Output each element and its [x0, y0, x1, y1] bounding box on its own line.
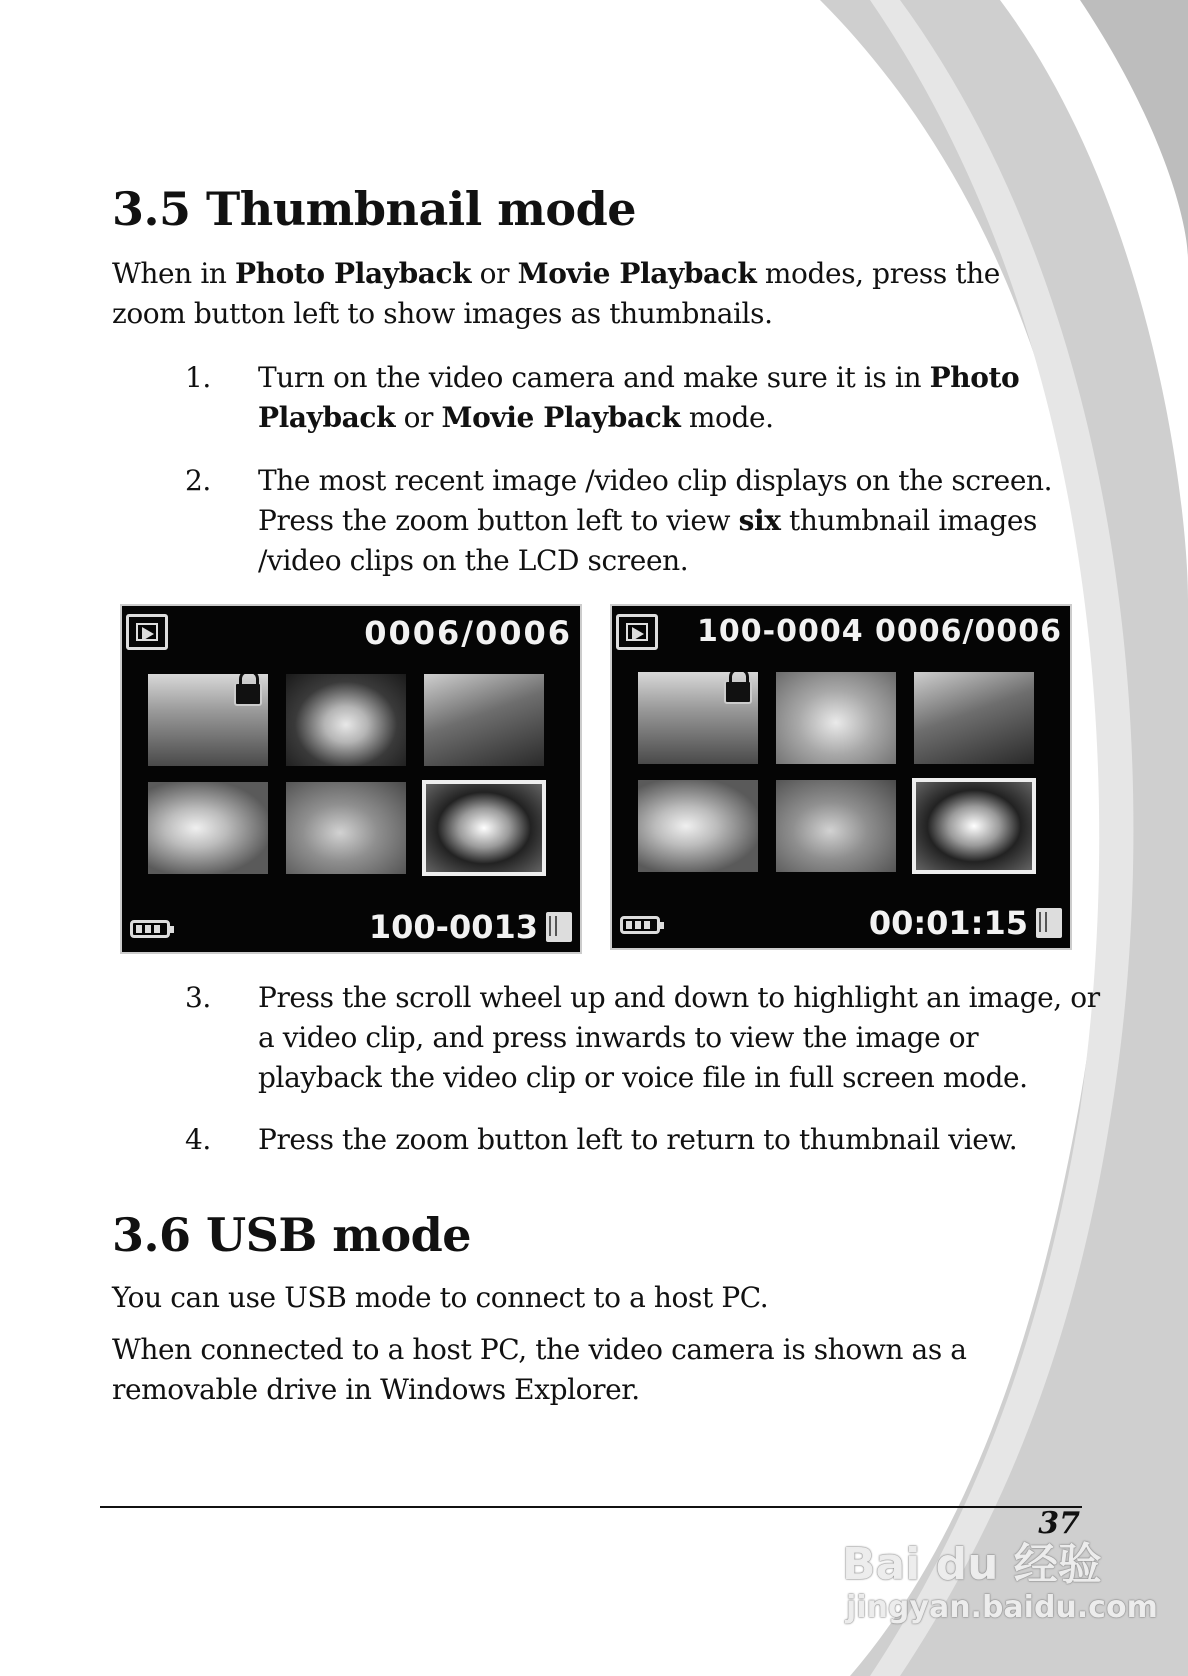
- section-heading-usb: 3.6 USB mode: [112, 1208, 472, 1262]
- usb-paragraph-1: You can use USB mode to connect to a host PC.: [112, 1281, 769, 1314]
- section-heading-thumbnail: 3.5 Thumbnail mode: [112, 182, 636, 236]
- lcd-screen-photo-thumbnails: [120, 604, 582, 954]
- file-counter: 100-0004 0006/0006: [697, 614, 1062, 649]
- battery-icon: [130, 920, 170, 938]
- thumbnail-image: [776, 780, 896, 872]
- thumbnail-voice-clip: [776, 672, 896, 764]
- file-number: 100-0013: [368, 908, 538, 946]
- sd-card-icon: [1036, 908, 1062, 938]
- step-number: 1.: [185, 361, 211, 394]
- thumbnail-image: [148, 674, 268, 766]
- footer-rule: [100, 1506, 1082, 1508]
- thumbnail-image-selected: [914, 780, 1034, 872]
- step-text: Turn on the video camera and make sure it is in Photo Playback or Movie Playback mode.: [258, 361, 1020, 434]
- thumbnail-image: [914, 672, 1034, 764]
- step-text: Press the zoom button left to return to thumbnail view.: [258, 1123, 1018, 1156]
- thumbnail-image: [286, 782, 406, 874]
- watermark-url: jingyan.baidu.com: [846, 1590, 1158, 1625]
- lock-icon: [724, 680, 752, 704]
- thumbnail-image-selected: [424, 782, 544, 874]
- thumbnail-image: [148, 782, 268, 874]
- thumbnail-image: [638, 672, 758, 764]
- intro-paragraph: When in Photo Playback or Movie Playback modes, press the zoom button left to show images as thumbnails.: [112, 257, 1000, 330]
- step-number: 3.: [185, 981, 211, 1014]
- playback-mode-icon: [126, 614, 168, 650]
- sd-card-icon: [546, 912, 572, 942]
- playback-mode-icon: [616, 614, 658, 650]
- usb-paragraph-2: When connected to a host PC, the video camera is shown as a removable drive in Windows Explorer.: [112, 1333, 967, 1406]
- step-text: Press the scroll wheel up and down to highlight an image, or a video clip, and press inwards to view the image or playback the video clip or voice file in full screen mode.: [258, 981, 1100, 1094]
- page-number: 37: [1038, 1506, 1080, 1541]
- clip-duration: 00:01:15: [868, 904, 1028, 942]
- file-counter: 0006/0006: [364, 614, 572, 652]
- step-number: 2.: [185, 464, 211, 497]
- lock-icon: [234, 682, 262, 706]
- lcd-screen-movie-thumbnails: [610, 604, 1072, 950]
- thumbnail-image: [638, 780, 758, 872]
- watermark-brand: Bai du 经验: [842, 1539, 1102, 1590]
- thumbnail-image: [286, 674, 406, 766]
- thumbnail-image: [424, 674, 544, 766]
- step-number: 4.: [185, 1123, 211, 1156]
- step-text: The most recent image /video clip displays on the screen. Press the zoom button left to view six thumbnail images /video clips on the LCD screen.: [258, 464, 1053, 577]
- battery-icon: [620, 916, 660, 934]
